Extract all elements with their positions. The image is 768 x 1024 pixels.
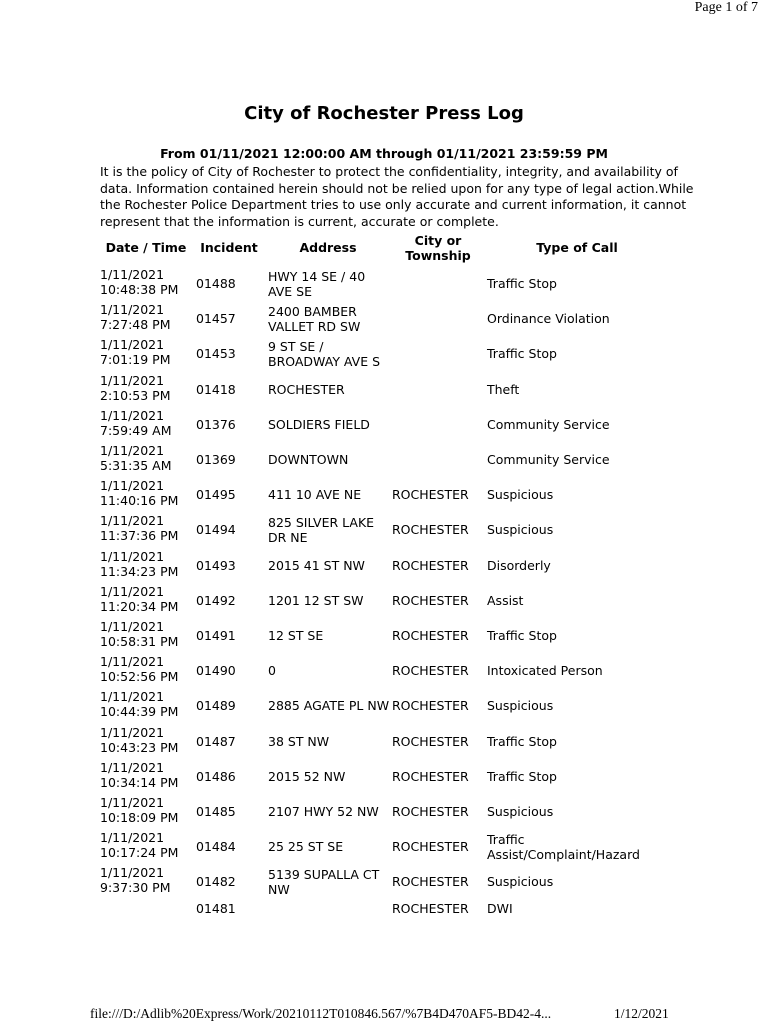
- cell-incident-text: 01485: [196, 804, 236, 819]
- table-row: [0, 688, 768, 723]
- cell-incident: [196, 477, 260, 512]
- cell-date: 1/11/2021: [100, 267, 165, 282]
- cell-type-of-call-text: Suspicious: [487, 804, 554, 819]
- cell-type-of-call-text: Traffic Stop: [487, 733, 557, 749]
- cell-type-of-call: [487, 336, 657, 371]
- cell-city: [392, 407, 482, 442]
- cell-city: [392, 653, 482, 688]
- cell-address: [268, 477, 390, 512]
- cell-city-text: ROCHESTER: [392, 592, 469, 608]
- cell-address: [268, 407, 390, 442]
- cell-city: [392, 548, 482, 583]
- cell-address: [268, 266, 390, 301]
- cell-incident: [196, 512, 260, 547]
- cell-date: 1/11/2021: [100, 337, 165, 353]
- cell-address-text: 38 ST NW: [268, 733, 330, 749]
- cell-address-text: 1201 12 ST SW: [268, 592, 364, 608]
- cell-city-text: ROCHESTER: [392, 698, 469, 714]
- cell-date: 1/11/2021: [100, 443, 165, 458]
- table-row: [0, 372, 768, 407]
- cell-incident: [196, 407, 260, 442]
- cell-address: [268, 724, 390, 759]
- cell-incident-text: 01488: [196, 276, 236, 291]
- cell-incident: [196, 442, 260, 477]
- table-row: [0, 829, 768, 864]
- table-row: [0, 724, 768, 759]
- cell-city: [392, 512, 482, 547]
- cell-address-text: 825 SILVER LAKE DR NE: [268, 514, 375, 545]
- cell-date: 1/11/2021: [100, 407, 165, 423]
- cell-date-time: [100, 689, 192, 719]
- cell-type-of-call-text: Theft: [487, 381, 520, 397]
- cell-incident: [196, 891, 260, 926]
- cell-incident: [196, 583, 260, 618]
- cell-date: 1/11/2021: [100, 548, 165, 564]
- cell-date: 1/11/2021: [100, 478, 165, 494]
- cell-time: 10:17:24 PM: [100, 845, 179, 861]
- cell-incident-text: 01418: [196, 381, 236, 397]
- cell-city: [392, 829, 482, 864]
- cell-date-time: [100, 478, 192, 508]
- cell-city: [392, 336, 482, 371]
- header-address: Address: [299, 240, 357, 255]
- cell-incident-text: 01492: [196, 592, 236, 608]
- cell-time: 10:48:38 PM: [100, 282, 179, 297]
- cell-time: 11:40:16 PM: [100, 493, 179, 509]
- cell-city: [392, 759, 482, 794]
- table-row: [0, 336, 768, 371]
- cell-incident-text: 01493: [196, 557, 236, 573]
- cell-city-text: ROCHESTER: [392, 733, 469, 749]
- cell-incident: [196, 548, 260, 583]
- cell-type-of-call-text: Traffic Stop: [487, 628, 557, 643]
- cell-type-of-call: [487, 688, 657, 723]
- cell-type-of-call: [487, 891, 657, 926]
- table-row: [0, 891, 768, 926]
- cell-date: 1/11/2021: [100, 619, 165, 634]
- cell-date: 1/11/2021: [100, 583, 165, 599]
- cell-date-time: [100, 725, 192, 755]
- table-row: [0, 301, 768, 336]
- table-row: [0, 266, 768, 301]
- table-row: [0, 759, 768, 794]
- cell-address-text: SOLDIERS FIELD: [268, 416, 370, 432]
- cell-date-time: [100, 443, 192, 473]
- cell-incident-text: 01369: [196, 452, 236, 467]
- cell-date-time: [100, 373, 192, 403]
- cell-city: [392, 477, 482, 512]
- cell-incident: [196, 724, 260, 759]
- cell-type-of-call: [487, 618, 657, 653]
- cell-date-time: [100, 302, 192, 332]
- cell-address: [268, 759, 390, 794]
- disclaimer-text: It is the policy of City of Rochester to protect the confidentiality, integrity, and availability of data. Information contained herein should not be relied upon for any type of legal action.While the Rochester Police Department tries to use only accurate and current information, it cannot represent that the information is current, accurate or complete.: [100, 164, 694, 229]
- cell-address-text: 2107 HWY 52 NW: [268, 804, 379, 819]
- cell-type-of-call: [487, 794, 657, 829]
- cell-incident: [196, 372, 260, 407]
- cell-type-of-call: [487, 266, 657, 301]
- cell-time: 10:43:23 PM: [100, 739, 179, 755]
- cell-city-text: ROCHESTER: [392, 628, 469, 643]
- cell-time: 10:18:09 PM: [100, 810, 179, 825]
- cell-incident: [196, 266, 260, 301]
- table-row: [0, 583, 768, 618]
- cell-address: [268, 829, 390, 864]
- cell-time: 7:01:19 PM: [100, 352, 171, 368]
- cell-city: [392, 891, 482, 926]
- cell-type-of-call-text: Suspicious: [487, 698, 554, 714]
- cell-type-of-call: [487, 829, 657, 864]
- cell-city: [392, 724, 482, 759]
- cell-incident: [196, 794, 260, 829]
- cell-incident: [196, 618, 260, 653]
- table-row: [0, 477, 768, 512]
- cell-date-time: [100, 267, 192, 297]
- cell-time: 5:31:35 AM: [100, 458, 172, 473]
- cell-type-of-call: [487, 372, 657, 407]
- cell-type-of-call: [487, 442, 657, 477]
- cell-type-of-call-text: Community Service: [487, 452, 610, 467]
- cell-date-time: [100, 760, 192, 790]
- cell-address-text: 12 ST SE: [268, 628, 324, 643]
- cell-time: 11:34:23 PM: [100, 563, 179, 579]
- cell-city-text: ROCHESTER: [392, 900, 469, 916]
- cell-incident-text: 01481: [196, 900, 236, 916]
- table-row: [0, 548, 768, 583]
- cell-address-text: 2015 52 NW: [268, 768, 346, 784]
- footer-date: 1/12/2021: [614, 1006, 669, 1021]
- cell-incident-text: 01482: [196, 874, 236, 890]
- cell-city-text: ROCHESTER: [392, 557, 469, 573]
- cell-incident-text: 01489: [196, 698, 236, 714]
- cell-address-text: 0: [268, 663, 276, 679]
- cell-city-text: ROCHESTER: [392, 768, 469, 784]
- cell-time: 7:27:48 PM: [100, 317, 171, 333]
- cell-address: [268, 548, 390, 583]
- cell-city: [392, 688, 482, 723]
- cell-incident: [196, 688, 260, 723]
- cell-city: [392, 583, 482, 618]
- cell-address: [268, 372, 390, 407]
- table-row: [0, 653, 768, 688]
- cell-type-of-call: [487, 407, 657, 442]
- cell-date: 1/11/2021: [100, 865, 165, 881]
- cell-city: [392, 372, 482, 407]
- cell-date: 1/11/2021: [100, 689, 165, 705]
- cell-address-text: 411 10 AVE NE: [268, 487, 362, 503]
- cell-type-of-call-text: Suspicious: [487, 522, 554, 538]
- cell-date: 1/11/2021: [100, 724, 165, 740]
- cell-type-of-call: [487, 548, 657, 583]
- header-date-time: Date / Time: [105, 240, 187, 255]
- cell-address-text: DOWNTOWN: [268, 452, 349, 467]
- cell-type-of-call-text: Disorderly: [487, 557, 551, 573]
- cell-incident-text: 01453: [196, 346, 236, 362]
- cell-date: 1/11/2021: [100, 830, 165, 846]
- cell-time: 10:44:39 PM: [100, 704, 179, 720]
- cell-address: [268, 618, 390, 653]
- cell-incident-text: 01484: [196, 839, 236, 855]
- cell-type-of-call: [487, 724, 657, 759]
- cell-type-of-call-text: Traffic Stop: [487, 346, 557, 362]
- cell-time: 10:52:56 PM: [100, 669, 179, 685]
- date-range: From 01/11/2021 12:00:00 AM through 01/11/2021 23:59:59 PM: [160, 146, 608, 161]
- cell-city: [392, 794, 482, 829]
- cell-address: [268, 301, 390, 336]
- cell-date-time: [100, 584, 192, 614]
- cell-address-text: 2015 41 ST NW: [268, 557, 365, 573]
- cell-address: [268, 891, 390, 926]
- cell-type-of-call: [487, 301, 657, 336]
- cell-type-of-call: [487, 759, 657, 794]
- cell-incident-text: 01494: [196, 522, 236, 538]
- cell-incident-text: 01376: [196, 416, 236, 432]
- page-title: City of Rochester Press Log: [244, 103, 524, 124]
- cell-time: 10:58:31 PM: [100, 634, 179, 649]
- cell-type-of-call: [487, 653, 657, 688]
- cell-city-text: ROCHESTER: [392, 663, 469, 679]
- cell-date-time: [100, 795, 192, 825]
- cell-incident: [196, 301, 260, 336]
- cell-time: 11:20:34 PM: [100, 598, 179, 614]
- cell-date-time: [100, 654, 192, 684]
- cell-incident-text: 01490: [196, 663, 236, 679]
- table-row: [0, 442, 768, 477]
- cell-type-of-call-text: Ordinance Violation: [487, 311, 610, 327]
- cell-date-time: [100, 408, 192, 438]
- cell-address: [268, 653, 390, 688]
- page-number: Page 1 of 7: [694, 0, 758, 15]
- cell-incident: [196, 759, 260, 794]
- cell-city: [392, 301, 482, 336]
- cell-address-text: 2885 AGATE PL NW: [268, 698, 390, 714]
- cell-address: [268, 583, 390, 618]
- cell-type-of-call-text: Intoxicated Person: [487, 663, 603, 679]
- cell-address: [268, 512, 390, 547]
- cell-address-text: 5139 SUPALLA CT NW: [268, 866, 380, 897]
- cell-date: 1/11/2021: [100, 513, 165, 529]
- cell-type-of-call-text: Community Service: [487, 416, 610, 432]
- cell-incident-text: 01495: [196, 487, 236, 503]
- cell-incident-text: 01487: [196, 733, 236, 749]
- cell-time: 10:34:14 PM: [100, 774, 179, 790]
- cell-city-text: ROCHESTER: [392, 839, 469, 855]
- table-row: [0, 794, 768, 829]
- cell-incident: [196, 653, 260, 688]
- cell-date: 1/11/2021: [100, 302, 165, 318]
- cell-type-of-call: [487, 512, 657, 547]
- cell-type-of-call-text: Traffic Assist/Complaint/Hazard: [487, 831, 640, 862]
- cell-time: 7:59:49 AM: [100, 422, 172, 438]
- cell-date-time: [100, 337, 192, 367]
- table-row: [0, 618, 768, 653]
- cell-address-text: 9 ST SE / BROADWAY AVE S: [268, 338, 381, 369]
- cell-address-text: 2400 BAMBER VALLET RD SW: [268, 303, 361, 334]
- cell-type-of-call-text: Suspicious: [487, 874, 554, 890]
- cell-address-text: ROCHESTER: [268, 381, 345, 397]
- cell-type-of-call-text: Assist: [487, 592, 524, 608]
- cell-type-of-call-text: Traffic Stop: [487, 276, 557, 291]
- cell-time: 2:10:53 PM: [100, 387, 171, 403]
- cell-city-text: ROCHESTER: [392, 487, 469, 503]
- cell-type-of-call-text: Suspicious: [487, 487, 554, 503]
- footer-file-path: file:///D:/Adlib%20Express/Work/20210112T010846.567/%7B4D470AF5-BD42-4...: [90, 1006, 552, 1021]
- cell-time: 11:37:36 PM: [100, 528, 179, 544]
- cell-date-time: [100, 513, 192, 543]
- cell-incident: [196, 829, 260, 864]
- cell-date: 1/11/2021: [100, 372, 165, 388]
- cell-date-time: [100, 549, 192, 579]
- cell-date-time: [100, 619, 192, 649]
- cell-city-text: ROCHESTER: [392, 874, 469, 890]
- cell-date-time: [100, 830, 192, 860]
- cell-incident-text: 01457: [196, 311, 236, 327]
- cell-type-of-call-text: Traffic Stop: [487, 768, 557, 784]
- cell-incident-text: 01491: [196, 628, 236, 643]
- cell-address: [268, 442, 390, 477]
- cell-city-text: ROCHESTER: [392, 804, 469, 819]
- cell-incident: [196, 336, 260, 371]
- table-row: [0, 512, 768, 547]
- cell-time: 9:37:30 PM: [100, 880, 171, 896]
- header-type-of-call: Type of Call: [536, 240, 618, 255]
- cell-incident-text: 01486: [196, 768, 236, 784]
- cell-address-text: 25 25 ST SE: [268, 839, 344, 855]
- cell-city: [392, 266, 482, 301]
- header-city-township: City or Township: [405, 233, 471, 263]
- cell-type-of-call: [487, 477, 657, 512]
- cell-type-of-call-text: DWI: [487, 900, 513, 916]
- cell-address-text: HWY 14 SE / 40 AVE SE: [268, 268, 366, 299]
- cell-date: 1/11/2021: [100, 654, 165, 670]
- table-row: [0, 407, 768, 442]
- cell-date: 1/11/2021: [100, 795, 165, 810]
- cell-city: [392, 618, 482, 653]
- cell-address: [268, 336, 390, 371]
- header-incident: Incident: [200, 240, 258, 255]
- cell-address: [268, 688, 390, 723]
- cell-type-of-call: [487, 583, 657, 618]
- cell-address: [268, 794, 390, 829]
- cell-city-text: ROCHESTER: [392, 522, 469, 538]
- cell-date: 1/11/2021: [100, 759, 165, 775]
- cell-city: [392, 442, 482, 477]
